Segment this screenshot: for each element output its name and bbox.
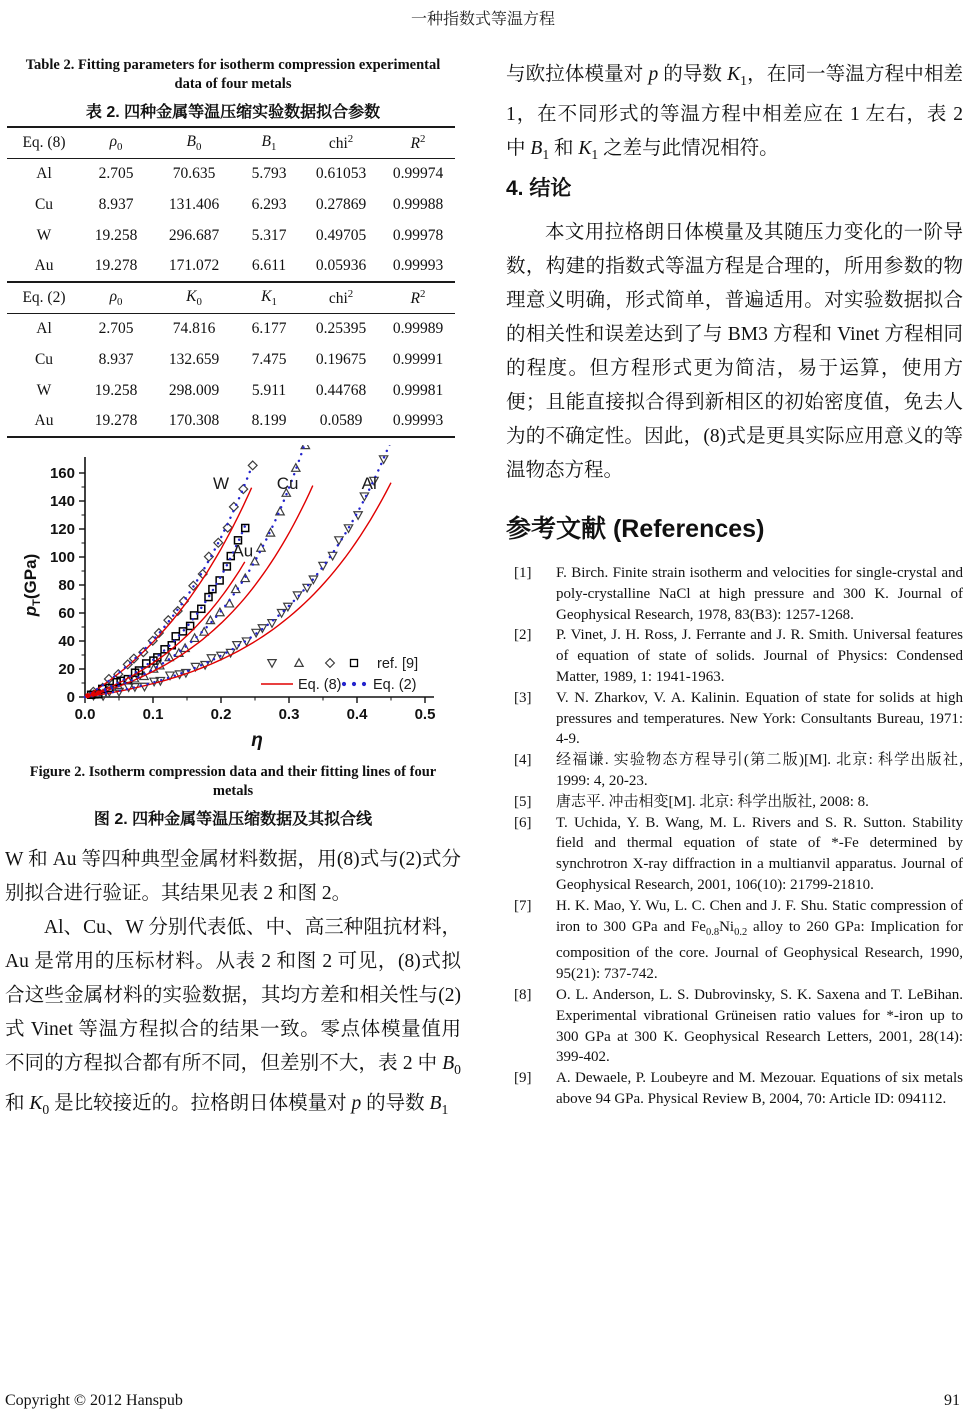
origin-data-cluster bbox=[85, 693, 90, 698]
reference-number: [6] bbox=[514, 814, 532, 831]
y-tick-label: 140 bbox=[49, 493, 75, 510]
reference-text: T. Uchida, Y. B. Wang, M. L. Rivers and S. R. Sutton. Stability field and thermal equation of state of *-Fe determined by synchrotron X-ray diffraction in a multianvil apparatus. Journal of Geophysical Research, 2001, 106(10): 21799-21810. bbox=[556, 814, 963, 893]
table-caption-zh: 表 2. 四种金属等温压缩实验数据拟合参数 bbox=[85, 104, 381, 121]
column-header: $B_1$ bbox=[237, 127, 301, 158]
table-cell: 8.937 bbox=[98, 350, 134, 368]
reference-text: H. K. Mao, Y. Wu, L. C. Chen and J. F. Shu. Static compression of iron to 300 GPa and $Fe_{0.8}Ni_{0.2}$ alloy to 260 GPa: Implication for composition of the core. Journal of Geophysical Research, 1990, 95(21): 737-742. bbox=[556, 897, 963, 983]
table-cell: 70.635 bbox=[172, 164, 216, 182]
table-cell: 19.278 bbox=[94, 257, 138, 274]
table-cell: 6.611 bbox=[251, 257, 287, 274]
table-cell: 298.009 bbox=[168, 381, 220, 399]
table-cell: Al bbox=[36, 164, 52, 182]
table-cell: 0.05936 bbox=[315, 257, 367, 274]
x-tick-label: 0.0 bbox=[74, 706, 96, 723]
table-cell: 171.072 bbox=[168, 257, 220, 274]
table-cell: 19.258 bbox=[94, 226, 138, 244]
x-tick-label: 0.5 bbox=[414, 706, 436, 723]
reference-list bbox=[514, 563, 963, 1110]
reference-number: [7] bbox=[514, 897, 532, 914]
table-cell: 132.659 bbox=[168, 350, 220, 368]
table-cell: 5.793 bbox=[251, 164, 287, 182]
legend-label-eq8: Eq. (8) bbox=[298, 677, 342, 693]
reference-number: [5] bbox=[514, 793, 532, 810]
y-tick-label: 120 bbox=[49, 521, 75, 538]
table-row bbox=[7, 220, 455, 251]
table-cell: 6.177 bbox=[251, 319, 287, 337]
data-marker-diamond bbox=[248, 461, 257, 470]
column-header: Eq. (2) bbox=[7, 282, 81, 313]
isotherm-compression-chart bbox=[20, 445, 460, 760]
table-cell: 19.258 bbox=[94, 381, 138, 399]
table-cell: 0.27869 bbox=[315, 195, 367, 213]
reference-item bbox=[514, 1068, 963, 1110]
copyright-text: Copyright © 2012 Hanspub bbox=[5, 1392, 183, 1409]
reference-item bbox=[514, 750, 963, 792]
reference-text: F. Birch. Finite strain isotherm and velocities for single-crystal and poly-crystalline NaCl at high pressure and 300 K. Journal of Geophysical Research, 1978, 83(B3): 1257-1268. bbox=[556, 565, 963, 623]
table-cell: Cu bbox=[34, 350, 54, 368]
column-header: $K_1$ bbox=[237, 282, 301, 313]
reference-number: [1] bbox=[514, 565, 532, 581]
table-cell: 0.99981 bbox=[392, 381, 444, 399]
column-header: Eq. (8) bbox=[7, 127, 81, 158]
reference-number: [8] bbox=[514, 986, 532, 1003]
y-axis-label: $p_T(GPa)$ bbox=[21, 553, 43, 617]
reference-item bbox=[514, 813, 963, 896]
x-tick-label: 0.1 bbox=[142, 706, 164, 723]
table-cell: 0.61053 bbox=[315, 164, 367, 182]
fitting-parameters-table bbox=[7, 126, 455, 438]
origin-data-cluster bbox=[91, 692, 96, 697]
series-label-cu: Cu bbox=[276, 474, 299, 494]
data-marker-square bbox=[187, 622, 194, 629]
reference-text: O. L. Anderson, L. S. Dubrovinsky, S. K. Saxena and T. LeBihan. Experimental vibrational Grüneisen ratio values for *-iron up to 300 GPa at 300 K. Geophysical Research Letters, 2001, 28(14): 399-402. bbox=[556, 986, 963, 1066]
table-cell: 0.99989 bbox=[392, 319, 444, 337]
figure-2-chart bbox=[20, 445, 460, 760]
table-cell: 0.0589 bbox=[301, 406, 381, 437]
fit-line-eq8-w bbox=[85, 488, 252, 697]
table-cell: 2.705 bbox=[98, 164, 134, 182]
table-cell: 6.293 bbox=[251, 195, 287, 213]
data-marker-triangle-down bbox=[344, 525, 352, 533]
table-cell: 0.99974 bbox=[392, 164, 444, 182]
table-cell: 5.911 bbox=[251, 381, 287, 399]
table-cell: Cu bbox=[34, 195, 54, 213]
data-marker-square bbox=[179, 628, 186, 635]
table-cell: Au bbox=[7, 406, 81, 437]
reference-number: [4] bbox=[514, 752, 532, 769]
series-label-au: Au bbox=[232, 541, 254, 561]
data-marker-square bbox=[172, 633, 179, 640]
body-paragraph: W 和 Au 等四种典型金属材料数据，用(8)式与(2)式分别拟合进行验证。其结果见表 2 和图 2。 bbox=[5, 849, 461, 904]
reference-text: 唐志平. 冲击相变[M]. 北京: 科学出版社, 2008: 8. bbox=[556, 793, 869, 810]
reference-number: [2] bbox=[514, 627, 532, 644]
column-header: $R^2$ bbox=[381, 282, 455, 313]
table-cell: 74.816 bbox=[172, 319, 216, 337]
table-cell: 19.278 bbox=[81, 406, 151, 437]
table-cell: 0.99993 bbox=[392, 257, 444, 274]
data-marker-triangle-up bbox=[295, 659, 303, 667]
series-label-al: Al bbox=[361, 474, 377, 494]
table-cell: 0.99978 bbox=[392, 226, 444, 244]
table-row bbox=[7, 158, 455, 189]
section-heading-conclusion: 4. 结论 bbox=[506, 177, 572, 200]
table-cell: 8.937 bbox=[98, 195, 134, 213]
column-header: $K_0$ bbox=[151, 282, 237, 313]
y-tick-label: 60 bbox=[58, 605, 75, 622]
table-cell: 131.406 bbox=[168, 195, 220, 213]
page-number: 91 bbox=[944, 1392, 960, 1409]
table-cell: 296.687 bbox=[168, 226, 220, 244]
reference-text: A. Dewaele, P. Loubeyre and M. Mezouar. Equations of six metals above 94 GPa. Physical Review B, 2004, 70: Article ID: 094112. bbox=[556, 1070, 963, 1107]
running-head: 一种指数式等温方程 bbox=[410, 11, 555, 28]
legend-label-ref9: ref. [9] bbox=[377, 656, 419, 672]
x-axis-label: η bbox=[251, 730, 263, 751]
table-header-row bbox=[7, 282, 455, 313]
reference-text: V. N. Zharkov, V. A. Kalinin. Equation of state for solids at high pressures and temperatures. New York: Consultants Bureau, 1971: 4-9. bbox=[556, 689, 963, 748]
data-marker-triangle-down bbox=[293, 592, 301, 600]
table-cell: 0.25395 bbox=[315, 319, 367, 337]
y-tick-label: 20 bbox=[58, 661, 75, 678]
legend-dots-eq2 bbox=[362, 682, 366, 686]
data-marker-square bbox=[161, 646, 168, 653]
table-caption-en: Table 2. Fitting parameters for isotherm compression experimental data of four metals bbox=[25, 57, 441, 92]
conclusion-paragraph: 本文用拉格朗日体模量及其随压力变化的一阶导数，构建的指数式等温方程是合理的，所用参数的物理意义明确，形式简单，普遍适用。对实验数据拟合的相关性和误差达到了与 BM3 方程和 Vinet 方程相同的程度。但方程形式更为简洁，易于运算，使用方便；且能直接拟合得到新相区的初始密度值，免去人为的不确定性。因此，(8)式是更具实际应用意义的等温物态方程。 bbox=[506, 222, 963, 481]
table-cell: W bbox=[36, 226, 52, 244]
body-paragraph: Al、Cu、W 分别代表低、中、高三种阻抗材料，Au 是常用的压标材料。从表 2 和图 2 可见，(8)式拟合这些金属材料的实验数据，其均方差和相关性与(2)式 Vinet 等温方程拟合的结果一致。零点体模量值用不同的方程拟合都有所不同，但差别不大，表 2 中 $B_0$ 和 $K_0$ 是比较接近的。拉格朗日体模量对 p 的导数 $B_1$ bbox=[5, 917, 461, 1117]
column-header: chi$^2$ bbox=[301, 127, 381, 158]
legend-label-eq2: Eq. (2) bbox=[373, 677, 417, 693]
data-marker-triangle-up bbox=[301, 445, 309, 449]
reference-item bbox=[514, 896, 963, 985]
x-tick-label: 0.4 bbox=[346, 706, 368, 723]
column-header: $B_0$ bbox=[151, 127, 237, 158]
table-row bbox=[7, 375, 455, 406]
table-cell: 0.44768 bbox=[315, 381, 367, 399]
table-cell: 5.317 bbox=[251, 226, 287, 244]
table-cell: 0.99988 bbox=[392, 195, 444, 213]
reference-item bbox=[514, 563, 963, 625]
column-header: $\rho_0$ bbox=[81, 127, 151, 158]
y-tick-label: 100 bbox=[49, 549, 75, 566]
legend-dots-eq2 bbox=[352, 682, 356, 686]
table-caption bbox=[5, 56, 461, 122]
data-marker-triangle-down bbox=[335, 537, 343, 545]
origin-data-cluster bbox=[96, 690, 101, 695]
table-cell: 170.308 bbox=[151, 406, 237, 437]
table-cell: Al bbox=[36, 319, 52, 337]
table-cell: 0.99991 bbox=[392, 350, 444, 368]
y-tick-label: 0 bbox=[66, 689, 75, 706]
figure-caption bbox=[5, 763, 461, 829]
y-tick-label: 40 bbox=[58, 633, 75, 650]
reference-text: 经福谦. 实验物态方程导引(第二版)[M]. 北京: 科学出版社, 1999: 4, 20-23. bbox=[556, 752, 963, 789]
data-marker-triangle-up bbox=[257, 544, 265, 552]
table-cell: 0.99993 bbox=[381, 406, 455, 437]
data-marker-triangle-down bbox=[360, 493, 368, 501]
table-cell: 0.19675 bbox=[315, 350, 367, 368]
data-marker-triangle-down bbox=[268, 620, 276, 628]
reference-item bbox=[514, 985, 963, 1068]
column-header: $\rho_0$ bbox=[81, 282, 151, 313]
x-tick-label: 0.2 bbox=[210, 706, 232, 723]
column-header: $R^2$ bbox=[381, 127, 455, 158]
y-tick-label: 80 bbox=[58, 577, 75, 594]
data-marker-triangle-down bbox=[268, 660, 276, 668]
reference-item bbox=[514, 688, 963, 750]
section-heading-references: 参考文献 (References) bbox=[506, 515, 765, 543]
legend-dots-eq2 bbox=[342, 682, 346, 686]
data-marker-diamond bbox=[326, 659, 335, 668]
table-row bbox=[7, 406, 455, 437]
data-marker-diamond bbox=[239, 485, 248, 494]
reference-item bbox=[514, 625, 963, 687]
y-tick-label: 160 bbox=[49, 465, 75, 482]
table-row bbox=[7, 189, 455, 220]
table-cell: 2.705 bbox=[98, 319, 134, 337]
body-paragraph: 与欧拉体模量对 p 的导数 $K_1$，在同一等温方程中相差 1，在不同形式的等温方程中相差应在 1 左右，表 2 中 $B_1$ 和 $K_1$ 之差与此情况相符。 bbox=[506, 64, 963, 162]
table-cell: W bbox=[36, 381, 52, 399]
reference-text: P. Vinet, J. H. Ross, J. Ferrante and J. R. Smith. Universal features of equation of state of solids. Journal of Physics: Condensed Matter, 1989, 1: 1941-1963. bbox=[556, 627, 963, 685]
table-row bbox=[7, 344, 455, 375]
data-marker-square bbox=[351, 660, 358, 667]
column-header: chi$^2$ bbox=[301, 282, 381, 313]
table-row bbox=[7, 251, 455, 282]
data-marker-triangle-up bbox=[266, 529, 274, 537]
left-body-text bbox=[5, 843, 461, 1127]
reference-number: [9] bbox=[514, 1070, 532, 1087]
x-tick-label: 0.3 bbox=[278, 706, 300, 723]
reference-item bbox=[514, 792, 963, 813]
table-header-row bbox=[7, 127, 455, 158]
reference-number: [3] bbox=[514, 689, 532, 706]
table-cell: 7.475 bbox=[251, 350, 287, 368]
figure-caption-en: Figure 2. Isotherm compression data and their fitting lines of four metals bbox=[29, 764, 437, 799]
table-row bbox=[7, 313, 455, 344]
table-cell: 0.49705 bbox=[315, 226, 367, 244]
table-cell: Au bbox=[34, 257, 54, 274]
series-label-w: W bbox=[212, 474, 230, 494]
table-cell: 8.199 bbox=[237, 406, 301, 437]
figure-caption-zh: 图 2. 四种金属等温压缩数据及其拟合线 bbox=[93, 811, 373, 828]
